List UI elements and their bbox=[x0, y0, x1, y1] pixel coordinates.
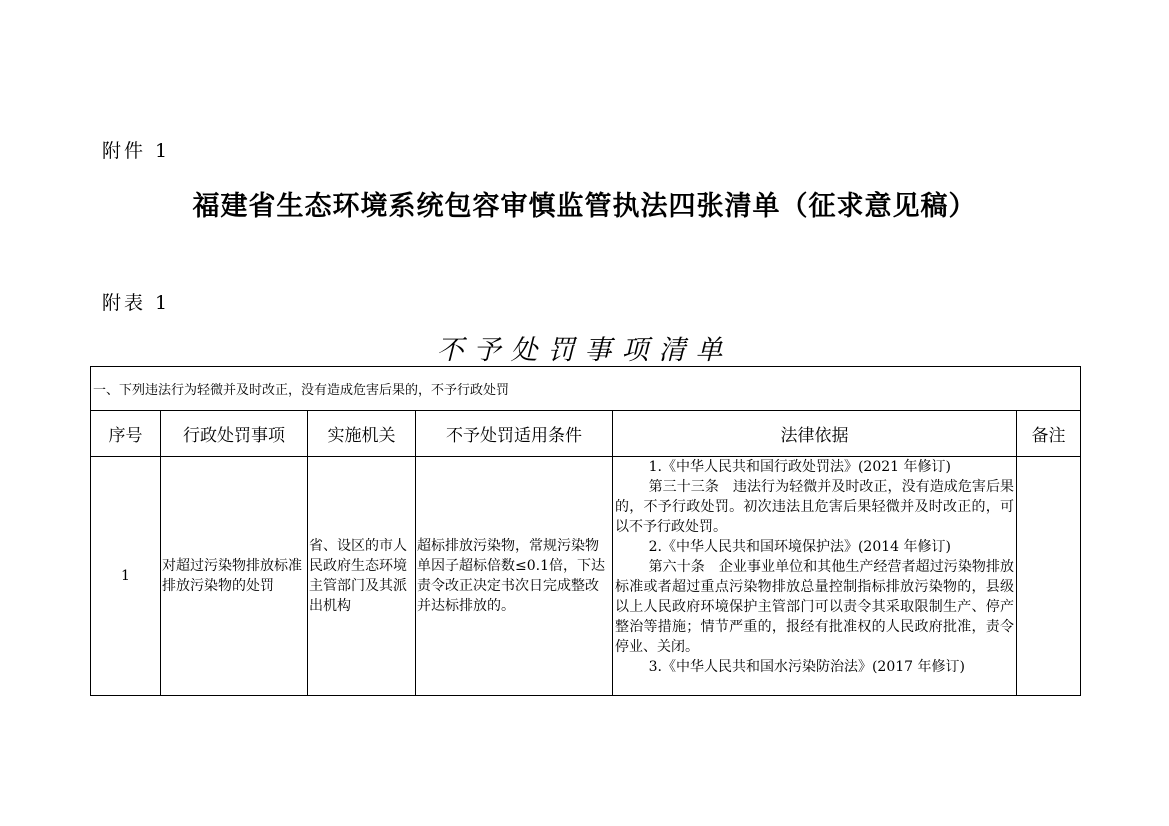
cell-remark bbox=[1017, 457, 1081, 696]
cell-condition: 超标排放污染物，常规污染物单因子超标倍数≤0.1倍，下达责令改正决定书次日完成整改并达标排放的。 bbox=[416, 457, 613, 696]
basis-line: 1.《中华人民共和国行政处罚法》(2021 年修订) bbox=[648, 459, 951, 475]
cell-item: 对超过污染物排放标准排放污染物的处罚 bbox=[161, 457, 308, 696]
header-row bbox=[91, 411, 1081, 457]
basis-line: 第三十三条 违法行为轻微并及时改正，没有造成危害后果的，不予行政处罚。初次违法且危害后果轻微并及时改正的，可以不予行政处罚。 bbox=[615, 479, 1014, 535]
section-title: 一、下列违法行为轻微并及时改正，没有造成危害后果的，不予行政处罚 bbox=[91, 367, 1081, 411]
column-header-condition: 不予处罚适用条件 bbox=[416, 411, 613, 457]
column-header-no: 序号 bbox=[91, 411, 161, 457]
cell-org: 省、设区的市人民政府生态环境主管部门及其派出机构 bbox=[308, 457, 416, 696]
cell-basis bbox=[613, 457, 1017, 696]
cell-no: 1 bbox=[91, 457, 161, 696]
attachment-label: 附件 1 bbox=[102, 140, 171, 162]
list-title: 不予处罚事项清单 bbox=[436, 335, 733, 366]
column-header-org: 实施机关 bbox=[308, 411, 416, 457]
document-title: 福建省生态环境系统包容审慎监管执法四张清单（征求意见稿） bbox=[192, 191, 977, 222]
column-header-basis: 法律依据 bbox=[613, 411, 1017, 457]
column-header-remark: 备注 bbox=[1017, 411, 1081, 457]
column-header-item: 行政处罚事项 bbox=[161, 411, 308, 457]
basis-line: 3.《中华人民共和国水污染防治法》(2017 年修订) bbox=[648, 659, 965, 675]
basis-line: 第六十条 企业事业单位和其他生产经营者超过污染物排放标准或者超过重点污染物排放总量控制指标排放污染物的，县级以上人民政府环境保护主管部门可以责令其采取限制生产、停产整治等措施；情节严重的，报经有批准权的人民政府批准，责令停业、关闭。 bbox=[615, 559, 1014, 655]
penalty-list-table bbox=[90, 366, 1081, 696]
section-row bbox=[91, 367, 1081, 411]
table-label: 附表 1 bbox=[102, 292, 171, 314]
basis-line: 2.《中华人民共和国环境保护法》(2014 年修订) bbox=[648, 539, 951, 555]
table-row bbox=[91, 457, 1081, 696]
